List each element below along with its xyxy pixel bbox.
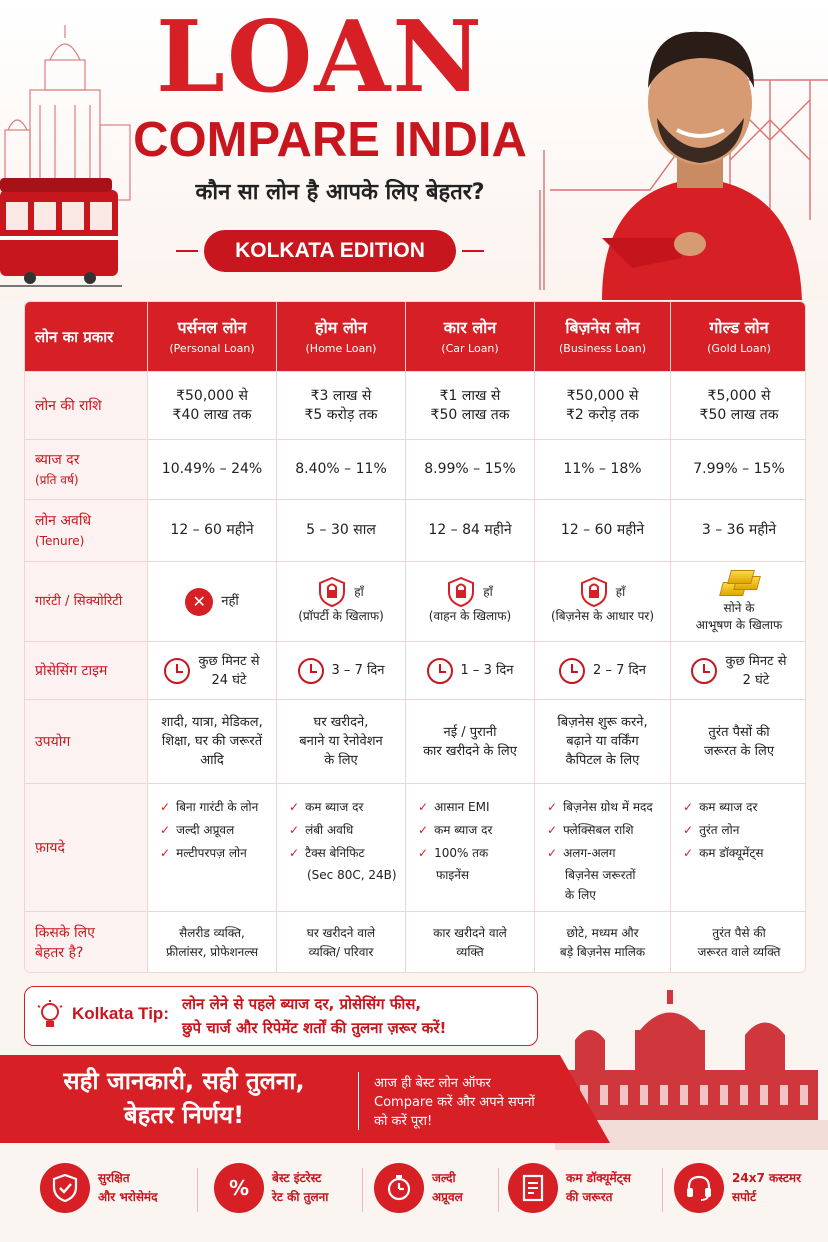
row-label-benefits: फ़ायदे [25, 784, 148, 912]
table-cell: कार खरीदने वाले व्यक्ति [406, 912, 535, 973]
check-icon: ✓ [160, 846, 171, 860]
row-label-amount: लोन की राशि [25, 372, 148, 440]
main-subtitle: COMPARE INDIA [133, 113, 527, 167]
banner-subtext: आज ही बेस्ट लोन ऑफर Compare करें और अपने सपनों को करें पूरा! [374, 1076, 535, 1129]
col-header-home: होम लोन (Home Loan) [277, 302, 406, 372]
table-cell: घर खरीदने वाले व्यक्ति/ परिवार [277, 912, 406, 973]
check-icon: ✓ [289, 823, 300, 837]
table-cell: तुरंत पैसों की जरूरत के लिए [671, 700, 806, 784]
main-title: LOAN [156, 0, 484, 115]
table-cell: ₹1 लाख से ₹50 लाख तक [406, 372, 535, 440]
tagline: कौन सा लोन है आपके लिए बेहतर? [195, 180, 485, 205]
table-cell: 3 – 7 दिन [277, 642, 406, 700]
banner-headline: सही जानकारी, सही तुलना, बेहतर निर्णय! [63, 1067, 305, 1129]
table-cell: हाँ (वाहन के खिलाफ) [406, 562, 535, 642]
table-cell: हाँ (बिज़नेस के आधार पर) [535, 562, 671, 642]
table-cell: ₹50,000 से ₹40 लाख तक [148, 372, 277, 440]
person-illustration [572, 18, 828, 300]
check-icon: ✓ [683, 846, 694, 860]
row-label-processing: प्रोसेसिंग टाइम [25, 642, 148, 700]
check-icon: ✓ [418, 800, 429, 814]
table-cell: ✓ बिज़नेस ग्रोथ में मदद ✓ फ्लेक्सिबल राशि ✓ अलग-अलग बिज़नेस जरूरतों के लिए [535, 784, 671, 912]
percent-tag-icon: % [214, 1163, 264, 1213]
feature-less-docs: कम डॉक्यूमेंट्स की जरूरत [508, 1163, 631, 1213]
table-cell: 1 – 3 दिन [406, 642, 535, 700]
table-cell: हाँ (प्रॉपर्टी के खिलाफ) [277, 562, 406, 642]
table-cell: सैलरीड व्यक्ति, फ्रीलांसर, प्रोफेशनल्स [148, 912, 277, 973]
check-icon: ✓ [289, 846, 300, 860]
shield-check-icon [40, 1163, 90, 1213]
cross-icon: ✕ [185, 588, 213, 616]
col-header-gold: गोल्ड लोन (Gold Loan) [671, 302, 806, 372]
table-cell: ₹5,000 से ₹50 लाख तक [671, 372, 806, 440]
check-icon: ✓ [547, 823, 558, 837]
feature-support: 24x7 कस्टमर सपोर्ट [674, 1163, 801, 1213]
table-cell: सोने के आभूषण के खिलाफ [671, 562, 806, 642]
clock-icon [559, 658, 585, 684]
flourish-right [462, 250, 484, 252]
check-icon: ✓ [289, 800, 300, 814]
banner-divider [358, 1072, 359, 1130]
table-cell: 12 – 60 महीने [535, 500, 671, 562]
table-cell: 3 – 36 महीने [671, 500, 806, 562]
feature-best-rate: % बेस्ट इंटरेस्ट रेट की तुलना [214, 1163, 328, 1213]
table-cell: 11% – 18% [535, 440, 671, 500]
tip-label: Kolkata Tip: [72, 1004, 169, 1023]
table-cell: तुरंत पैसे की जरूरत वाले व्यक्ति [697, 925, 781, 959]
check-icon: ✓ [547, 846, 558, 860]
lock-icon [447, 577, 475, 607]
row-label-security: गारंटी / सिक्योरिटी [25, 562, 148, 642]
clock-icon [164, 658, 190, 684]
clock-icon [691, 658, 717, 684]
document-icon [508, 1163, 558, 1213]
flourish-left [176, 250, 198, 252]
stopwatch-icon [374, 1163, 424, 1213]
tram-illustration [0, 168, 122, 290]
check-icon: ✓ [683, 800, 694, 814]
check-icon: ✓ [160, 800, 171, 814]
table-cell: नई / पुरानी कार खरीदने के लिए [406, 700, 535, 784]
loan-comparison-table [24, 301, 806, 973]
lock-icon [318, 577, 346, 607]
headset-icon [674, 1163, 724, 1213]
footer-separator [362, 1168, 363, 1212]
table-cell: छोटे, मध्यम और बड़े बिज़नेस मालिक [535, 912, 671, 973]
footer-separator [197, 1168, 198, 1212]
check-icon: ✓ [160, 823, 171, 837]
lock-icon [580, 577, 608, 607]
table-cell: 2 – 7 दिन [535, 642, 671, 700]
row-label-tenure: लोन अवधि (Tenure) [25, 500, 148, 562]
footer-separator [498, 1168, 499, 1212]
table-cell: ✓ बिना गारंटी के लोन ✓ जल्दी अप्रूवल ✓ मल्टीपरपज़ लोन [148, 784, 277, 912]
check-icon: ✓ [683, 823, 694, 837]
check-icon: ✓ [418, 823, 429, 837]
gold-bars-icon [717, 570, 761, 600]
table-cell: 8.99% – 15% [406, 440, 535, 500]
table-cell: शादी, यात्रा, मेडिकल, शिक्षा, घर की जरूरतें आदि [148, 700, 277, 784]
table-cell: घर खरीदने, बनाने या रेनोवेशन के लिए [277, 700, 406, 784]
table-cell: ₹50,000 से ₹2 करोड़ तक [535, 372, 671, 440]
table-cell: 7.99% – 15% [671, 440, 806, 500]
table-corner-label: लोन का प्रकार [25, 302, 148, 372]
table-cell: ✕ नहीं [148, 562, 277, 642]
row-label-usage: उपयोग [25, 700, 148, 784]
table-cell: 10.49% – 24% [148, 440, 277, 500]
col-header-personal: पर्सनल लोन (Personal Loan) [148, 302, 277, 372]
table-cell: 12 – 60 महीने [148, 500, 277, 562]
table-cell: 5 – 30 साल [277, 500, 406, 562]
row-label-rate: ब्याज दर (प्रति वर्ष) [25, 440, 148, 500]
table-cell: ✓ कम ब्याज दर ✓ तुरंत लोन ✓ कम डॉक्यूमेंट्स [671, 784, 806, 912]
check-icon: ✓ [418, 846, 429, 860]
clock-icon [298, 658, 324, 684]
col-header-business: बिज़नेस लोन (Business Loan) [535, 302, 671, 372]
check-icon: ✓ [547, 800, 558, 814]
footer-separator [662, 1168, 663, 1212]
table-cell: 8.40% – 11% [277, 440, 406, 500]
edition-badge: KOLKATA EDITION [204, 230, 456, 272]
table-cell: कुछ मिनट से 2 घंटे [671, 642, 806, 700]
tip-text: लोन लेने से पहले ब्याज दर, प्रोसेसिंग फीस, छुपे चार्ज और रिपेमेंट शर्तों की तुलना ज़रूर करें! [182, 995, 447, 1037]
clock-icon [427, 658, 453, 684]
table-cell: 12 – 84 महीने [406, 500, 535, 562]
table-cell: ✓ आसान EMI ✓ कम ब्याज दर ✓ 100% तक फाइनेंस [406, 784, 535, 912]
table-cell: ✓ कम ब्याज दर ✓ लंबी अवधि ✓ टैक्स बेनिफिट (Sec 80C, 24B) [277, 784, 406, 912]
table-cell: ₹3 लाख से ₹5 करोड़ तक [277, 372, 406, 440]
feature-quick-approval: जल्दी अप्रूवल [374, 1163, 463, 1213]
col-header-car: कार लोन (Car Loan) [406, 302, 535, 372]
feature-secure: सुरक्षित और भरोसेमंद [40, 1163, 157, 1213]
table-cell: कुछ मिनट से 24 घंटे [148, 642, 277, 700]
row-label-suited: किसके लिए बेहतर है? [25, 912, 148, 973]
lightbulb-icon [36, 1000, 64, 1032]
table-cell: बिज़नेस शुरू करने, बढ़ाने या वर्किंग कैपिटल के लिए [535, 700, 671, 784]
